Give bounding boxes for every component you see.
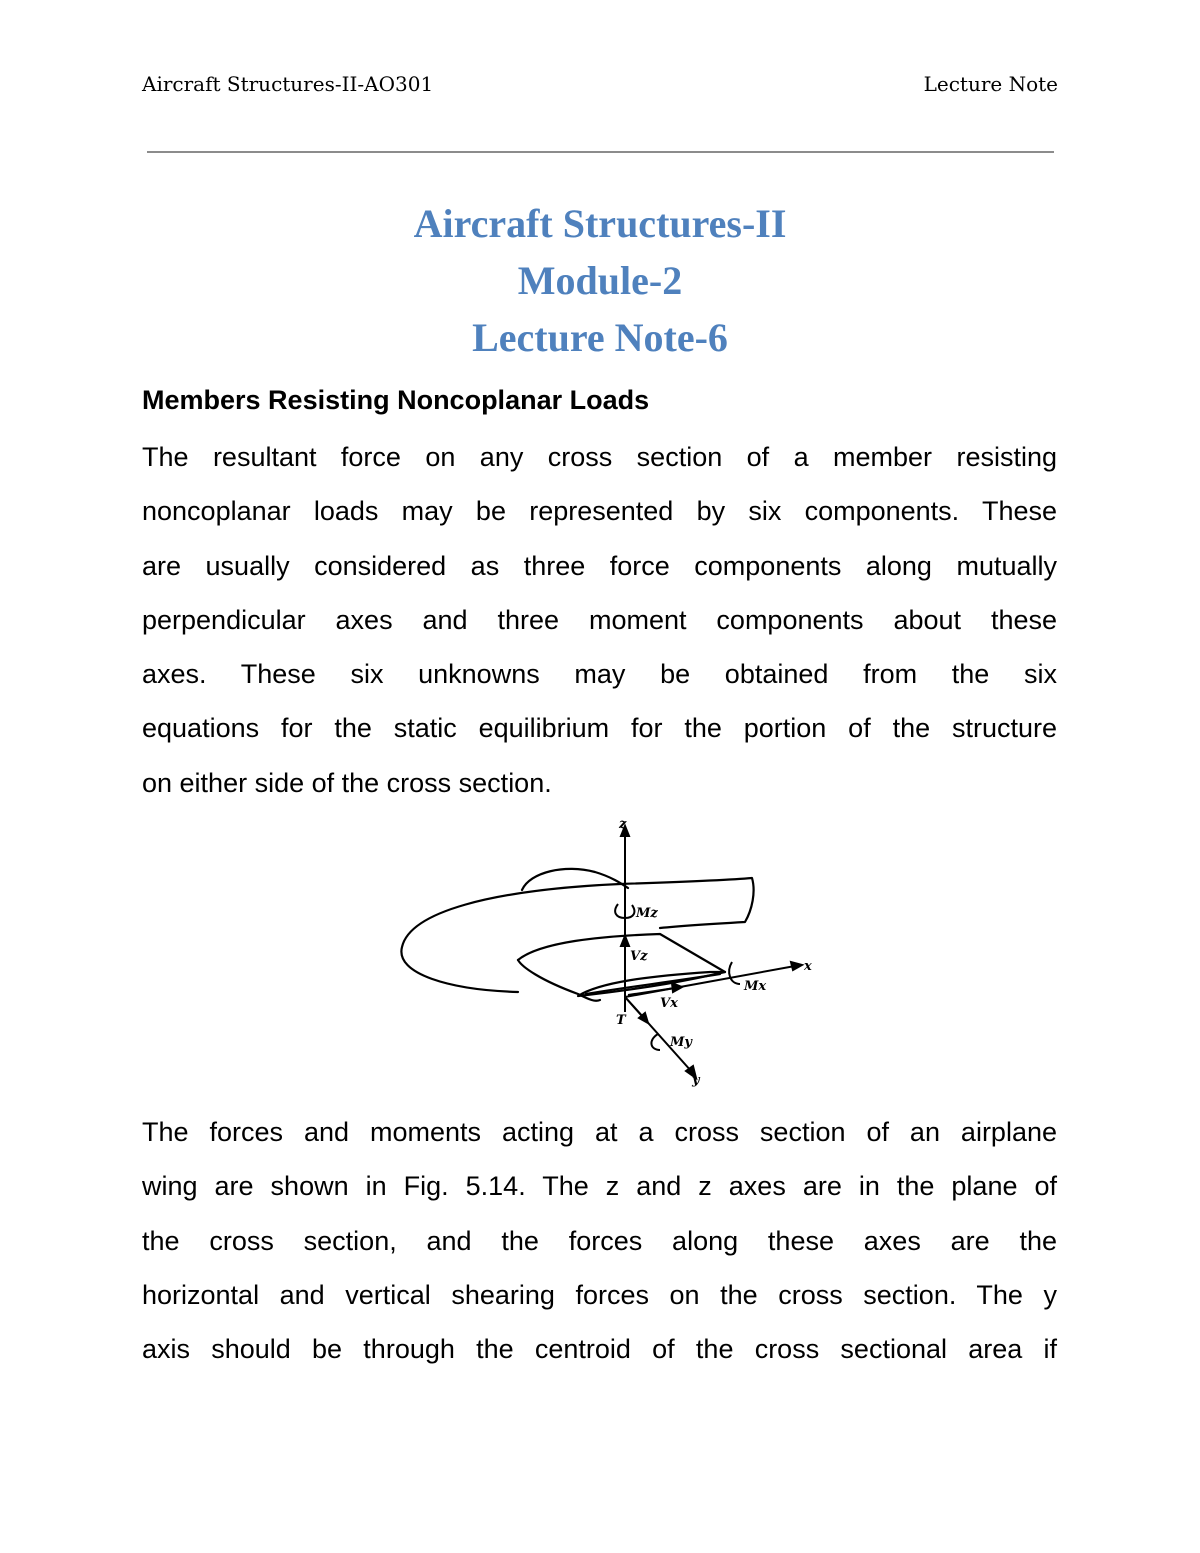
title-lecture: Lecture Note-6: [472, 315, 728, 360]
wing-cross-section-figure: [390, 812, 820, 1092]
section-heading: Members Resisting Noncoplanar Loads: [142, 385, 650, 415]
label-vx: Vx: [660, 996, 678, 1011]
label-t: T: [616, 1013, 626, 1028]
paragraph-line: perpendicular axes and three moment components about these: [142, 604, 1057, 635]
title-block: [0, 195, 1200, 366]
paragraph-line: wing are shown in Fig. 5.14. The z and z axes are in the plane of: [142, 1171, 1057, 1202]
wing-diagram: [390, 812, 820, 1092]
paragraph-line: the cross section, and the forces along these axes are the: [142, 1225, 1057, 1256]
fuselage-outline: [401, 878, 753, 992]
x-axis-arrow: [791, 962, 802, 970]
label-mz: Mz: [636, 906, 658, 921]
paragraph-line: The resultant force on any cross section of a member resisting: [142, 442, 1057, 472]
paragraph-line: equations for the static equilibrium for the portion of the structure: [142, 713, 1057, 744]
label-z: z: [619, 817, 627, 832]
header-divider: [147, 151, 1054, 153]
header-course-code: Aircraft Structures-II-AO301: [142, 72, 434, 96]
paragraph-intro: [142, 430, 1057, 810]
label-vz: Vz: [630, 949, 648, 964]
paragraph-line: The forces and moments acting at a cross section of an airplane: [142, 1117, 1057, 1147]
title-course: Aircraft Structures-II: [413, 201, 787, 246]
label-x: x: [804, 959, 812, 974]
paragraph-line: axis should be through the centroid of the cross sectional area if: [142, 1334, 1057, 1365]
label-my: My: [670, 1035, 692, 1050]
label-y: y: [692, 1073, 700, 1088]
paragraph-line: noncoplanar loads may be represented by six components. These: [142, 496, 1057, 527]
my-moment-arc: [651, 1034, 660, 1050]
paragraph-line: on either side of the cross section.: [142, 767, 552, 798]
paragraph-line: are usually considered as three force components along mutually: [142, 550, 1057, 581]
label-mx: Mx: [744, 979, 767, 994]
wing-upper-surface: [518, 934, 725, 972]
mx-moment-arc: [729, 962, 740, 984]
paragraph-line: horizontal and vertical shearing forces on the cross section. The y: [142, 1279, 1057, 1310]
header-doc-type: Lecture Note: [923, 72, 1058, 96]
title-module: Module-2: [517, 258, 683, 303]
paragraph-line: axes. These six unknowns may be obtained from the six: [142, 659, 1057, 690]
t-arrow: [625, 997, 644, 1018]
paragraph-forces: [142, 1105, 1057, 1376]
